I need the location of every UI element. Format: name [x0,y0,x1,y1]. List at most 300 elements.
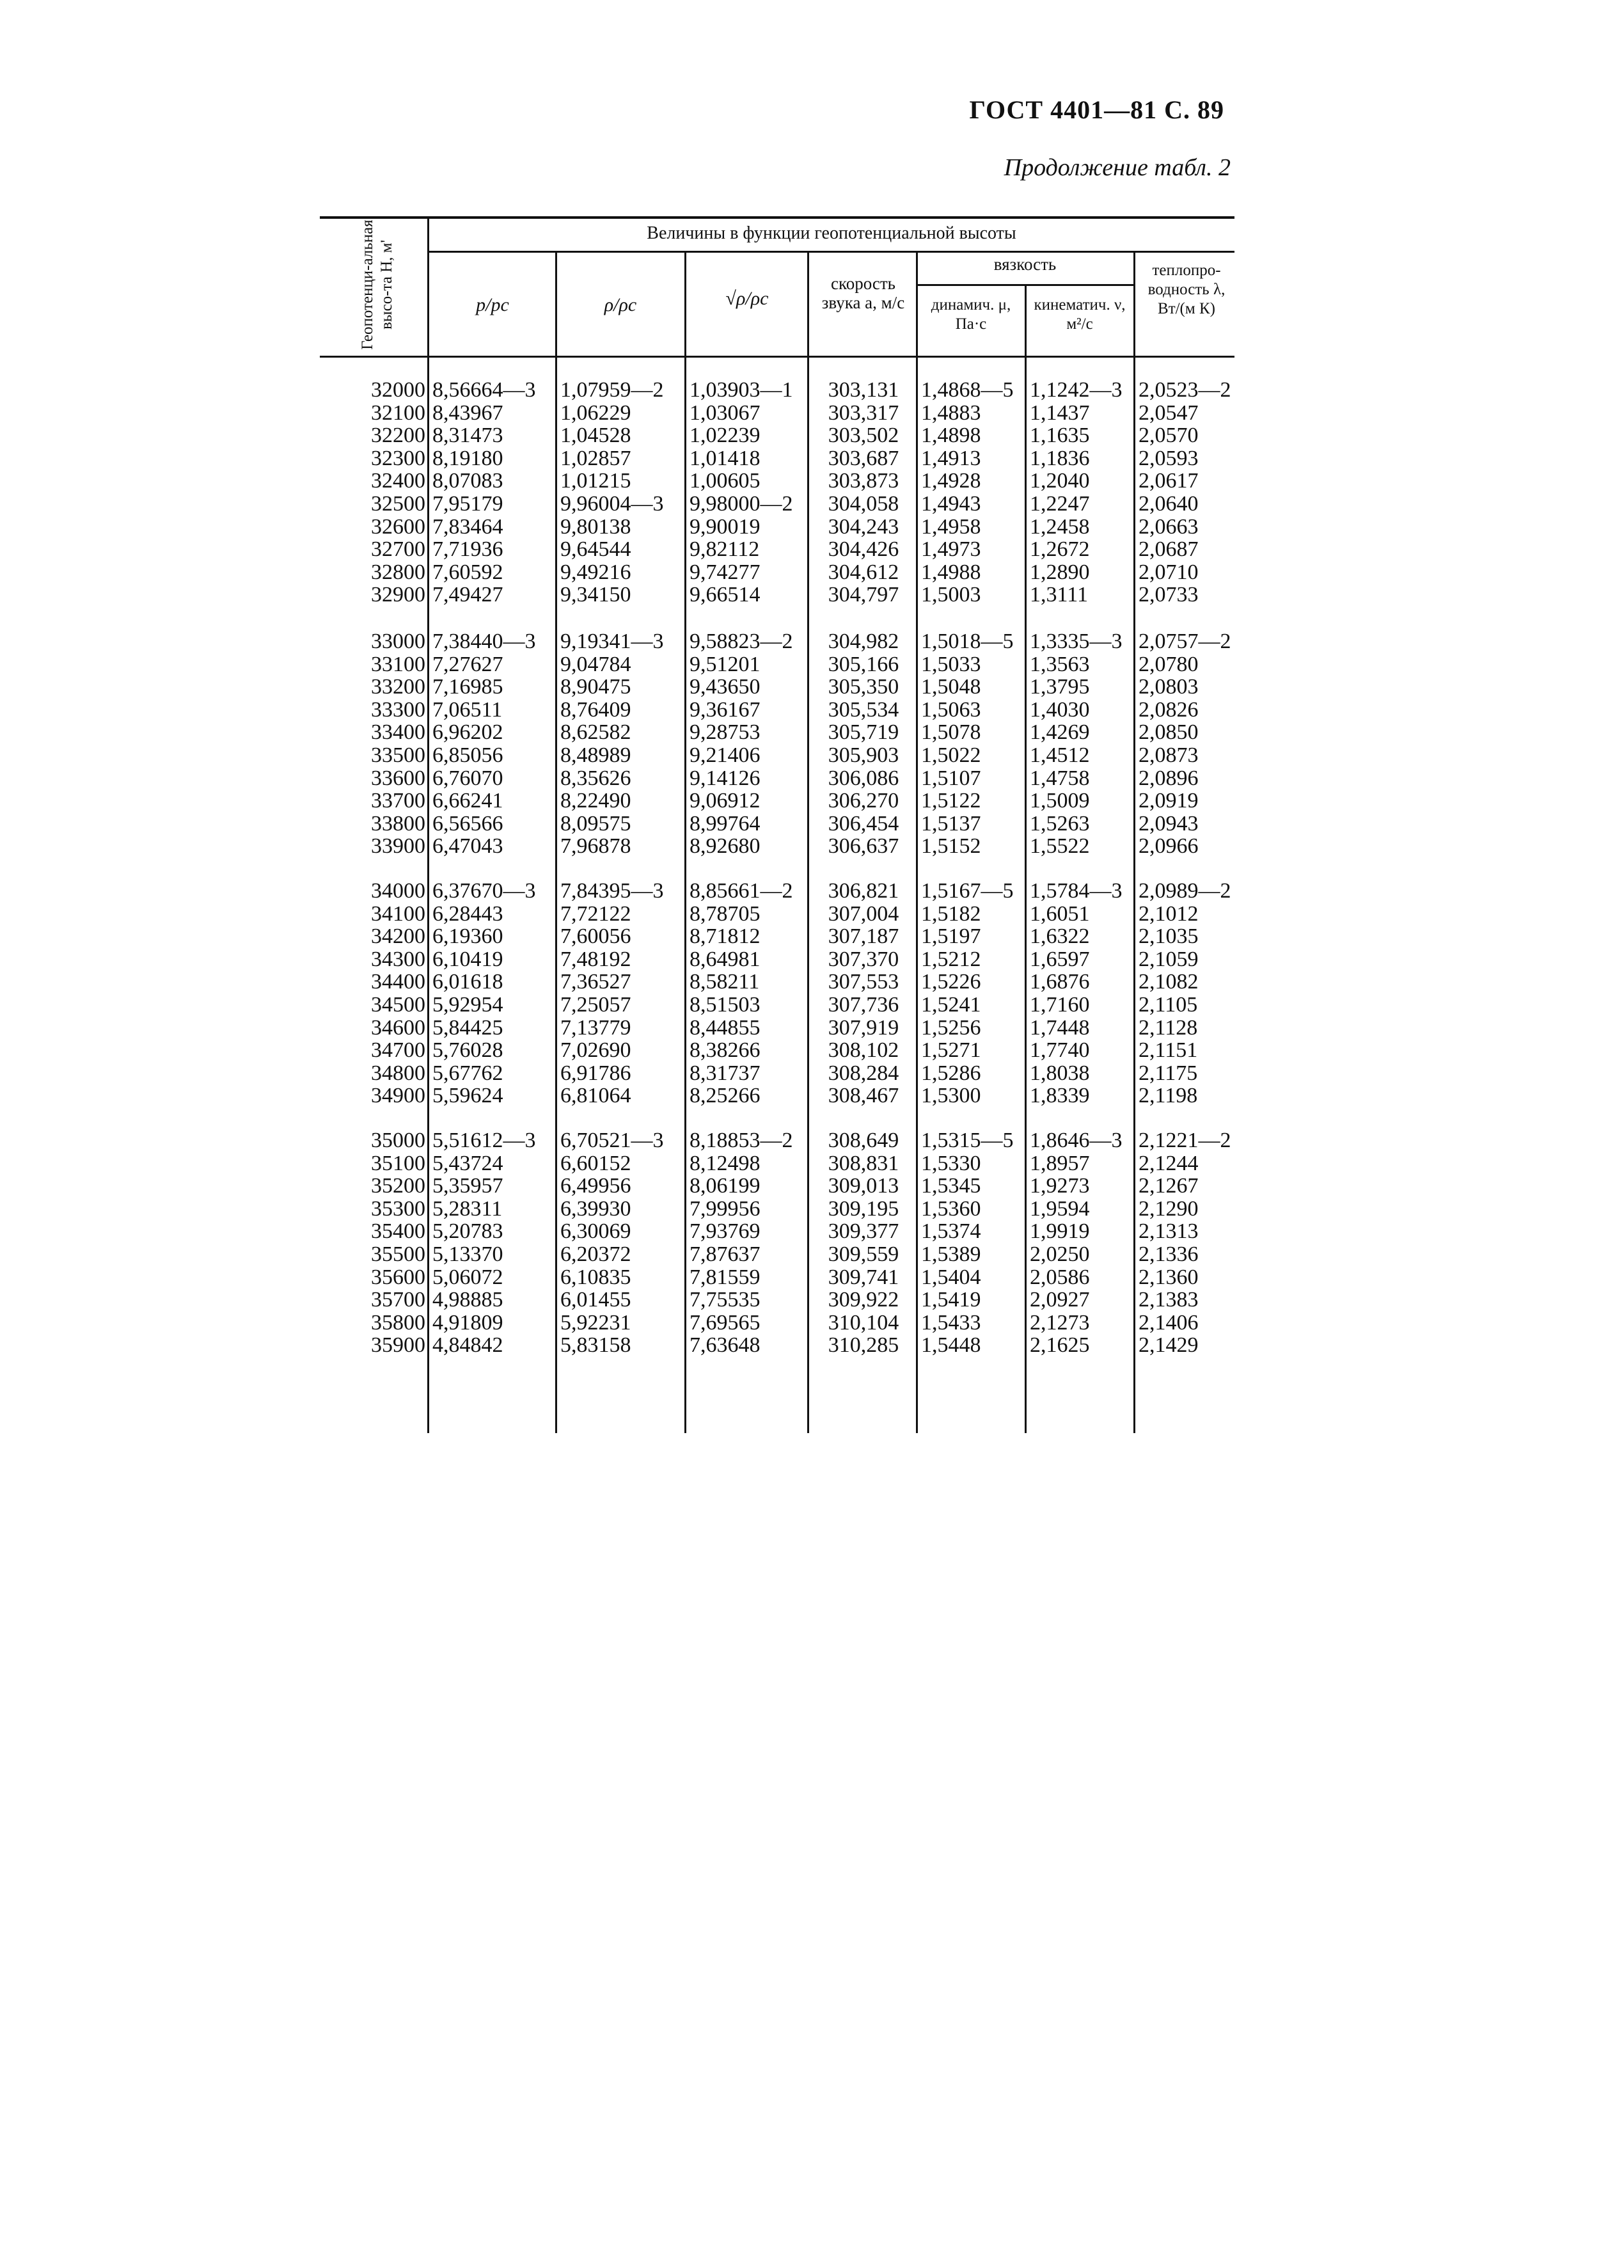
column-rho-block-1 [560,379,682,607]
table-cell: 9,04784 [560,652,631,676]
table-cell: 8,44855 [690,1015,761,1040]
table-cell: 305,534 [828,697,899,722]
table-cell: 32300 [371,446,425,470]
table-cell: 2,0989—2 [1139,879,1231,903]
column-H-block-1 [355,379,425,607]
table-cell: 305,903 [828,743,899,767]
table-cell: 7,38440—3 [432,630,536,653]
table-cell: 6,85056 [432,743,503,767]
table-cell: 8,58211 [690,970,760,994]
table-cell: 1,8646—3 [1030,1129,1123,1152]
table-cell: 9,06912 [690,789,761,813]
column-sqrt-block-1 [690,379,807,607]
table-cell: 303,873 [828,469,899,493]
table-cell: 1,7740 [1030,1038,1090,1063]
column-lambda-block-4 [1139,1129,1260,1357]
table-cell: 2,1267 [1139,1174,1199,1198]
table-cell: 34400 [371,970,425,994]
table-cell: 1,5152 [921,834,981,859]
table-cell: 1,06229 [560,400,631,425]
table-cell: 6,66241 [432,789,503,813]
table-cell: 7,63648 [690,1333,761,1358]
table-cell: 304,982 [828,630,899,653]
table-cell: 32400 [371,469,425,493]
table-cell: 9,21406 [690,743,761,767]
table-cell: 308,467 [828,1084,899,1108]
table-cell: 2,1383 [1139,1288,1199,1312]
table-cell: 34900 [371,1084,425,1108]
table-cell: 5,67762 [432,1061,503,1085]
table-cell: 7,81559 [690,1265,761,1289]
table-cell: 1,5033 [921,652,981,676]
table-cell: 6,01618 [432,970,503,994]
table-cell: 9,90019 [690,514,761,539]
table-cell: 1,3111 [1030,583,1088,607]
table-cell: 2,1313 [1139,1219,1199,1244]
table-cell: 8,99764 [690,811,761,836]
table-cell: 1,4269 [1030,720,1090,745]
table-cell: 6,91786 [560,1061,631,1085]
column-mu-block-2 [921,630,1025,858]
table-cell: 307,919 [828,1015,899,1040]
table-cell: 2,1012 [1139,901,1199,926]
table-cell: 1,5063 [921,697,981,722]
table-cell: 8,12498 [690,1151,761,1175]
col-line-4 [807,251,809,1433]
table-cell: 33400 [371,720,425,745]
table-cell: 5,06072 [432,1265,503,1289]
table-cell: 35200 [371,1174,425,1198]
table-cell: 6,19360 [432,924,503,949]
table-cell: 34100 [371,901,425,926]
table-cell: 9,64544 [560,537,631,562]
table-cell: 2,0586 [1030,1265,1090,1289]
table-cell: 4,84842 [432,1333,503,1358]
table-cell: 35600 [371,1265,425,1289]
header-bottom-rule [320,356,1234,358]
table-cell: 2,0640 [1139,491,1199,516]
table-cell: 6,47043 [432,834,503,859]
table-cell: 33200 [371,675,425,699]
table-cell: 1,01215 [560,469,631,493]
column-a-block-1 [812,379,915,607]
table-cell: 310,285 [828,1333,899,1358]
table-cell: 1,5241 [921,992,981,1017]
table-cell: 1,5212 [921,947,981,971]
table-cell: 33100 [371,652,425,676]
table-cell: 8,31473 [432,424,503,448]
table-cell: 1,1635 [1030,424,1090,448]
column-H-block-2 [355,630,425,858]
table-cell: 9,19341—3 [560,630,664,653]
table-cell: 305,350 [828,675,899,699]
column-mu-block-4 [921,1129,1025,1357]
table-cell: 1,5271 [921,1038,981,1063]
table-cell: 9,80138 [560,514,631,539]
column-nu-block-2 [1030,630,1133,858]
table-cell: 306,821 [828,879,899,903]
table-cell: 35300 [371,1196,425,1221]
table-cell: 35700 [371,1288,425,1312]
table-cell: 2,1128 [1139,1015,1198,1040]
table-cell: 7,75535 [690,1288,761,1312]
table-cell: 35500 [371,1242,425,1266]
table-cell: 2,1336 [1139,1242,1199,1266]
table-cell: 1,3795 [1030,675,1090,699]
table-cell: 8,25266 [690,1084,761,1108]
table-cell: 6,39930 [560,1196,631,1221]
table-cell: 9,14126 [690,766,761,790]
table-cell: 1,5522 [1030,834,1090,859]
col-line-2 [555,251,557,1433]
table-cell: 2,0943 [1139,811,1199,836]
table-cell: 8,51503 [690,992,761,1017]
table-cell: 1,4868—5 [921,378,1014,402]
table-cell: 35000 [371,1129,425,1152]
table-cell: 9,58823—2 [690,630,793,653]
table-cell: 303,502 [828,424,899,448]
table-cell: 8,92680 [690,834,761,859]
table-cell: 7,49427 [432,583,503,607]
table-cell: 1,9919 [1030,1219,1090,1244]
table-cell: 310,104 [828,1310,899,1335]
table-cell: 2,1175 [1139,1061,1198,1085]
table-cell: 308,831 [828,1151,899,1175]
table-cell: 6,30069 [560,1219,631,1244]
table-cell: 8,71812 [690,924,761,949]
table-cell: 33500 [371,743,425,767]
table-cell: 34700 [371,1038,425,1063]
header-group: Величины в функции геопотенциальной высоты [647,223,1016,243]
table-cell: 34600 [371,1015,425,1040]
table-cell: 8,09575 [560,811,631,836]
column-a-block-4 [812,1129,915,1357]
table-cell: 7,60592 [432,560,503,584]
table-cell: 1,5018—5 [921,630,1014,653]
table-cell: 1,5286 [921,1061,981,1085]
table-cell: 32100 [371,400,425,425]
table-cell: 1,5122 [921,789,981,813]
table-cell: 7,71936 [432,537,503,562]
table-cell: 2,0803 [1139,675,1199,699]
table-cell: 1,5360 [921,1196,981,1221]
table-cell: 1,6322 [1030,924,1090,949]
table-cell: 304,243 [828,514,899,539]
table-cell: 33300 [371,697,425,722]
table-cell: 2,1151 [1139,1038,1198,1063]
table-cell: 5,13370 [432,1242,503,1266]
table-cell: 9,82112 [690,537,760,562]
table-cell: 303,317 [828,400,899,425]
column-nu-block-1 [1030,379,1133,607]
table-cell: 1,1242—3 [1030,378,1123,402]
table-cell: 32200 [371,424,425,448]
table-cell: 2,0919 [1139,789,1199,813]
table-cell: 2,1360 [1139,1265,1199,1289]
col-line-6 [1025,284,1027,1433]
table-cell: 5,83158 [560,1333,631,1358]
table-cell: 303,687 [828,446,899,470]
table-cell: 1,5419 [921,1288,981,1312]
table-cell: 8,56664—3 [432,378,536,402]
table-cell: 32500 [371,491,425,516]
table-cell: 1,4988 [921,560,981,584]
table-top-rule [320,216,1234,219]
header-rho: ρ/ρс [604,294,637,315]
column-rho-block-3 [560,880,682,1107]
table-cell: 2,0547 [1139,400,1199,425]
table-cell: 33600 [371,766,425,790]
table-cell: 1,5374 [921,1219,981,1244]
header-viscosity: вязкость [993,255,1057,274]
table-cell: 6,20372 [560,1242,631,1266]
table-cell: 6,28443 [432,901,503,926]
table-cell: 1,5256 [921,1015,981,1040]
table-cell: 5,84425 [432,1015,503,1040]
table-cell: 306,637 [828,834,899,859]
header-p: p/pс [476,294,509,315]
column-a-block-3 [812,880,915,1107]
table-cell: 35400 [371,1219,425,1244]
table-cell: 1,9273 [1030,1174,1090,1198]
table-cell: 7,84395—3 [560,879,664,903]
table-cell: 7,25057 [560,992,631,1017]
column-lambda-block-2 [1139,630,1260,858]
table-cell: 6,70521—3 [560,1129,664,1152]
table-cell: 1,03067 [690,400,761,425]
table-cell: 1,5048 [921,675,981,699]
table-cell: 6,56566 [432,811,503,836]
table-cell: 1,4898 [921,424,981,448]
table-cell: 8,19180 [432,446,503,470]
table-cell: 32800 [371,560,425,584]
table-cell: 309,377 [828,1219,899,1244]
table-cell: 1,5330 [921,1151,981,1175]
column-H-block-4 [355,1129,425,1357]
table-cell: 6,01455 [560,1288,631,1312]
table-cell: 308,102 [828,1038,899,1063]
column-p-block-3 [432,880,554,1107]
table-cell: 35100 [371,1151,425,1175]
table-cell: 1,07959—2 [560,378,664,402]
table-cell: 8,43967 [432,400,503,425]
table-cell: 1,3335—3 [1030,630,1123,653]
header-sqrt: √ρ/ρс [725,288,769,309]
table-cell: 1,5137 [921,811,981,836]
table-cell: 8,07083 [432,469,503,493]
table-cell: 34200 [371,924,425,949]
table-cell: 1,5107 [921,766,981,790]
table-cell: 1,01418 [690,446,761,470]
table-cell: 2,1059 [1139,947,1199,971]
table-cell: 2,1273 [1030,1310,1090,1335]
table-cell: 306,086 [828,766,899,790]
table-cell: 1,8339 [1030,1084,1090,1108]
table-cell: 306,454 [828,811,899,836]
column-rho-block-4 [560,1129,682,1357]
table-cell: 7,87637 [690,1242,761,1266]
table-cell: 1,5022 [921,743,981,767]
table-cell: 2,0826 [1139,697,1199,722]
table-cell: 1,5300 [921,1084,981,1108]
table-cell: 7,99956 [690,1196,761,1221]
table-cell: 309,195 [828,1196,899,1221]
table-cell: 1,5009 [1030,789,1090,813]
column-p-block-4 [432,1129,554,1357]
column-mu-block-3 [921,880,1025,1107]
table-cell: 306,270 [828,789,899,813]
col-line-5 [916,251,918,1433]
col-line-7 [1133,251,1135,1433]
table-cell: 32000 [371,378,425,402]
table-cell: 34800 [371,1061,425,1085]
table-cell: 1,1437 [1030,400,1090,425]
table-cell: 304,612 [828,560,899,584]
table-cell: 9,51201 [690,652,761,676]
table-cell: 2,1625 [1030,1333,1090,1358]
table-cell: 5,92231 [560,1310,631,1335]
table-cell: 6,81064 [560,1084,631,1108]
table-cell: 1,6597 [1030,947,1090,971]
table-cell: 9,49216 [560,560,631,584]
table-cell: 304,058 [828,491,899,516]
table-cell: 2,0710 [1139,560,1199,584]
table-cell: 8,78705 [690,901,761,926]
table-cell: 1,03903—1 [690,378,793,402]
table-cell: 304,797 [828,583,899,607]
table-cell: 1,4883 [921,400,981,425]
table-cell: 7,83464 [432,514,503,539]
table-cell: 9,28753 [690,720,761,745]
column-nu-block-3 [1030,880,1133,1107]
table-continuation-label: Продолжение табл. 2 [1004,154,1231,181]
col-line-1 [427,218,429,1433]
table-cell: 5,35957 [432,1174,503,1198]
table-cell: 1,7160 [1030,992,1090,1017]
table-cell: 1,8957 [1030,1151,1090,1175]
table-cell: 1,4913 [921,446,981,470]
table-cell: 1,02857 [560,446,631,470]
table-cell: 2,0570 [1139,424,1199,448]
table-cell: 2,1221—2 [1139,1129,1231,1152]
table-cell: 32600 [371,514,425,539]
table-cell: 7,48192 [560,947,631,971]
table-cell: 1,5784—3 [1030,879,1123,903]
table-cell: 7,02690 [560,1038,631,1063]
column-lambda-block-3 [1139,880,1260,1107]
table-cell: 303,131 [828,378,899,402]
table-cell: 2,0617 [1139,469,1199,493]
column-rho-block-2 [560,630,682,858]
table-cell: 1,5263 [1030,811,1090,836]
table-cell: 8,64981 [690,947,761,971]
table-cell: 33800 [371,811,425,836]
table-cell: 35900 [371,1333,425,1358]
table-cell: 1,2672 [1030,537,1090,562]
column-p-block-1 [432,379,554,607]
table-cell: 2,0687 [1139,537,1199,562]
table-cell: 35800 [371,1310,425,1335]
table-cell: 1,5389 [921,1242,981,1266]
table-cell: 2,0757—2 [1139,630,1231,653]
table-cell: 2,0250 [1030,1242,1090,1266]
table-cell: 308,649 [828,1129,899,1152]
table-cell: 307,553 [828,970,899,994]
table-cell: 1,4943 [921,491,981,516]
column-sqrt-block-4 [690,1129,807,1357]
table-cell: 1,5433 [921,1310,981,1335]
table-cell: 1,2247 [1030,491,1090,516]
table-cell: 8,35626 [560,766,631,790]
table-cell: 308,284 [828,1061,899,1085]
table-cell: 2,1290 [1139,1196,1199,1221]
table-cell: 5,51612—3 [432,1129,536,1152]
table-cell: 8,38266 [690,1038,761,1063]
table-cell: 7,93769 [690,1219,761,1244]
table-cell: 2,0663 [1139,514,1199,539]
table-cell: 4,98885 [432,1288,503,1312]
table-cell: 307,736 [828,992,899,1017]
table-cell: 2,1406 [1139,1310,1199,1335]
table-cell: 8,48989 [560,743,631,767]
col-line-3 [684,251,686,1433]
table-cell: 1,00605 [690,469,761,493]
table-cell: 2,0896 [1139,766,1199,790]
table-cell: 2,0850 [1139,720,1199,745]
table-cell: 309,013 [828,1174,899,1198]
table-cell: 1,6876 [1030,970,1090,994]
table-cell: 8,85661—2 [690,879,793,903]
table-cell: 305,166 [828,652,899,676]
header-cond: теплопро-водность λ, Вт/(м К) [1147,262,1226,317]
table-cell: 1,5345 [921,1174,981,1198]
table-cell: 33900 [371,834,425,859]
table-cell: 307,187 [828,924,899,949]
table-cell: 7,72122 [560,901,631,926]
table-cell: 6,96202 [432,720,503,745]
header-altitude: Геопотенци-альная высо-та H, м' [359,219,395,350]
table-cell: 34500 [371,992,425,1017]
table-cell: 7,16985 [432,675,503,699]
column-nu-block-4 [1030,1129,1133,1357]
column-sqrt-block-3 [690,880,807,1107]
table-cell: 7,95179 [432,491,503,516]
table-cell: 8,31737 [690,1061,761,1085]
column-mu-block-1 [921,379,1025,607]
table-cell: 1,02239 [690,424,761,448]
table-cell: 1,9594 [1030,1196,1090,1221]
header-sub-rule [427,251,1234,253]
table-cell: 32900 [371,583,425,607]
table-cell: 1,3563 [1030,652,1090,676]
table-cell: 6,37670—3 [432,879,536,903]
table-cell: 1,5167—5 [921,879,1014,903]
table-cell: 6,10419 [432,947,503,971]
table-cell: 2,1198 [1139,1084,1198,1108]
table-cell: 32700 [371,537,425,562]
table-cell: 9,74277 [690,560,761,584]
table-cell: 7,96878 [560,834,631,859]
table-cell: 9,96004—3 [560,491,664,516]
table-cell: 1,8038 [1030,1061,1090,1085]
table-cell: 6,76070 [432,766,503,790]
table-cell: 2,1105 [1139,992,1198,1017]
table-cell: 1,4973 [921,537,981,562]
column-a-block-2 [812,630,915,858]
table-cell: 1,6051 [1030,901,1090,926]
table-cell: 9,66514 [690,583,761,607]
table-cell: 33700 [371,789,425,813]
